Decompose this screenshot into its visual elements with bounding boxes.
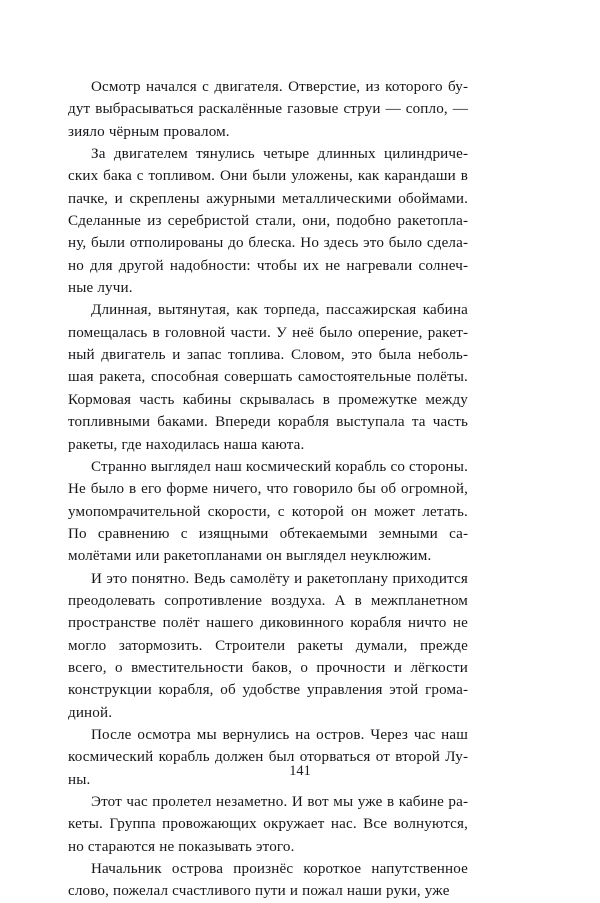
paragraph: Осмотр начался с двигателя. Отверстие, из которого будут выбрасываться раскалённые газовые струи — сопло, — зияло чёрным провалом. [68,79,468,140]
paragraph: Этот час пролетел незаметно. И вот мы уже в кабине ракеты. Группа провожающих окружает нас. Все волнуются, но стараются не показывать этого. [68,794,468,855]
paragraph: Странно выглядел наш космический корабль со стороны. Не было в его форме ничего, что говорило бы об огромной, умопомрачительной скорости, с которой он может летать. По сравнению с изящными обтекаемыми земными самолётами или ракетопланами он выглядел неуклюжим. [68,458,468,565]
paragraph: После осмотра мы вернулись на остров. Через час наш космический корабль должен был оторваться от второй Луны. [68,726,468,788]
paragraph: Длинная, вытянутая, как торпеда, пассажирская кабина помещалась в головной части. У неё было оперение, ракетный двигатель и запас топлива. Словом, это была небольшая ракета, способная совершать самостоятельные полёты. Кормовая часть кабины скрывалась в промежутке между топливными баками. Впереди корабля выступала та часть ракеты, где находилась наша каюта. [68,302,468,453]
paragraph: И это понятно. Ведь самолёту и ракетоплану приходится преодолевать сопротивление воздуха. А в межпланетном пространстве полёт нашего диковинного корабля ничто не могло затормозить. Строители ракеты думали, прежде всего, о вместительности баков, о прочности и лёгкости конструкции корабля, об удобстве управления этой громадиной. [68,570,468,721]
page-number-footer: 141 [289,763,311,779]
paragraph: Начальник острова произнёс короткое напутственное слово, пожелал счастливого пути и пожал наши руки, уже [68,861,468,900]
paragraph: За двигателем тянулись четыре длинных цилиндрических бака с топливом. Они были уложены, как карандаши в пачке, и скреплены ажурными металлическими обоймами. Сделанные из серебристой стали, они, подобно ракетоплану, были отполированы до блеска. Но здесь это было сделано для другой надобности: чтобы их не нагревали солнечные лучи. [68,146,468,297]
